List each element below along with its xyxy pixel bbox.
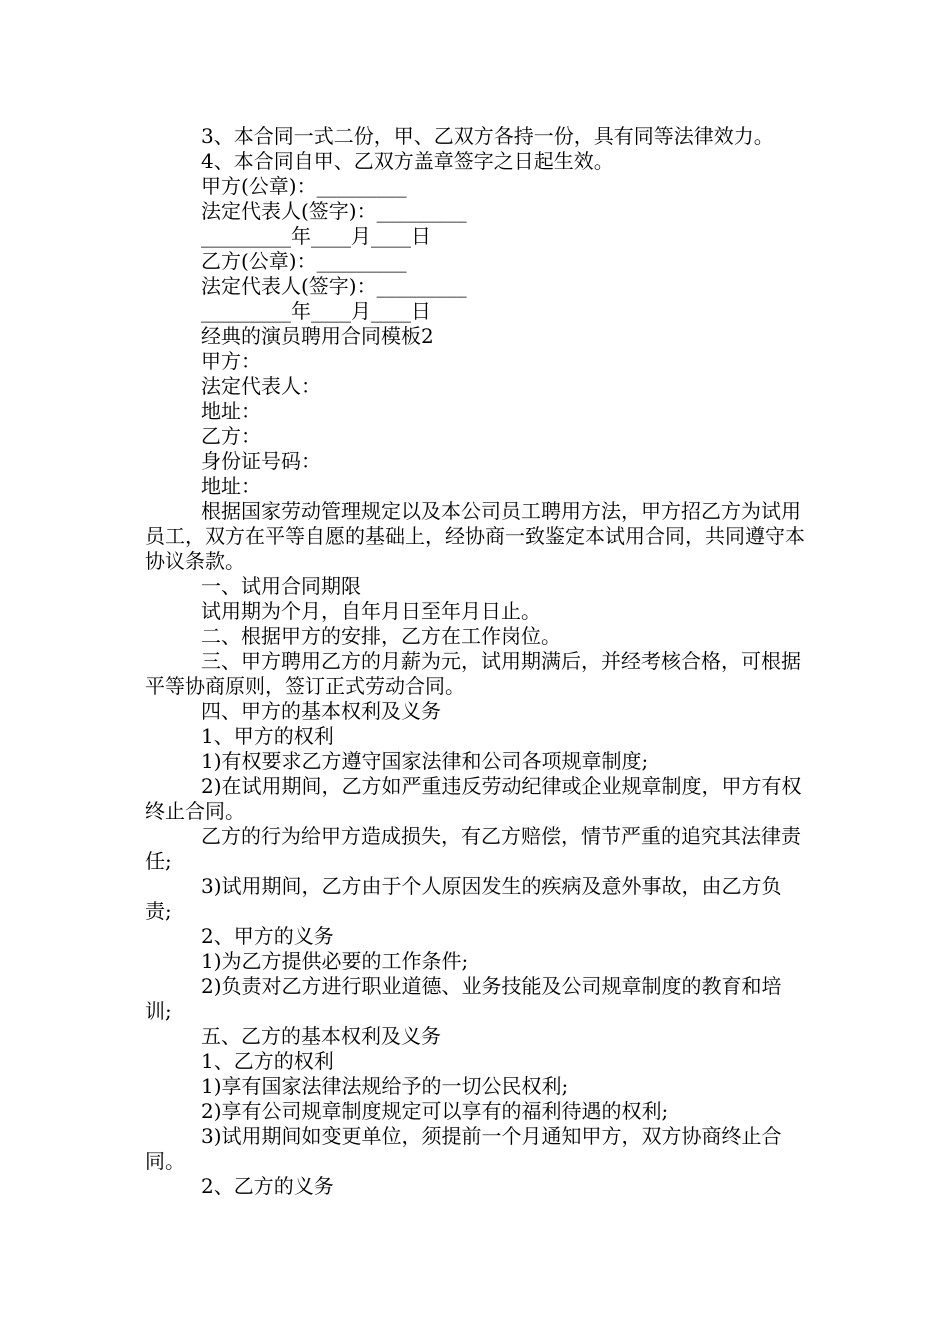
party-b-right-2: 2)享有公司规章制度规定可以享有的福利待遇的权利; [201,1099,669,1123]
document-body [145,124,807,1199]
party-b-obligations-heading: 2、乙方的义务 [201,1174,334,1198]
party-a-obligations-heading: 2、甲方的义务 [201,924,334,948]
party-a-right-2: 2)在试用期间，乙方如严重违反劳动纪律或企业规章制度，甲方有权终止合同。 [145,774,802,823]
party-b-date-line: _________年____月____日 [201,299,431,323]
party-b-right-3: 3)试用期间如变更单位，须提前一个月通知甲方，双方协商终止合同。 [145,1124,782,1173]
paragraph-clause-4: 4、本合同自甲、乙双方盖章签字之日起生效。 [201,149,614,173]
party-a-rights-heading: 1、甲方的权利 [201,724,334,748]
party-b-rights-heading: 1、乙方的权利 [201,1049,334,1073]
template-2-title: 经典的演员聘用合同模板2 [201,324,434,348]
party-a-representative-line: 法定代表人(签字)：_________ [201,199,467,223]
party-a-field: 甲方： [201,349,261,373]
party-a-right-1: 1)有权要求乙方遵守国家法律和公司各项规章制度; [201,749,649,773]
preamble-paragraph: 根据国家劳动管理规定以及本公司员工聘用方法，甲方招乙方为试用员工，双方在平等自愿的基础上，经协商一致鉴定本试用合同，共同遵守本协议条款。 [145,499,805,573]
party-a-obligation-2: 2)负责对乙方进行职业道德、业务技能及公司规章制度的教育和培训; [145,974,782,1023]
section-3-text: 三、甲方聘用乙方的月薪为元，试用期满后，并经考核合格，可根据平等协商原则，签订正式劳动合同。 [145,649,801,698]
probation-period-text: 试用期为个月，自年月日至年月日止。 [201,599,541,623]
party-b-address-field: 地址： [201,474,261,498]
section-2-text: 二、根据甲方的安排，乙方在工作岗位。 [201,624,561,648]
party-a-seal-line: 甲方(公章)：_________ [201,174,407,198]
party-a-address-field: 地址： [201,399,261,423]
id-number-field: 身份证号码： [201,449,321,473]
legal-representative-field: 法定代表人： [201,374,321,398]
party-b-representative-line: 法定代表人(签字)：_________ [201,274,467,298]
party-b-field: 乙方： [201,424,261,448]
section-1-heading: 一、试用合同期限 [201,574,361,598]
party-b-right-1: 1)享有国家法律法规给予的一切公民权利; [201,1074,569,1098]
party-a-obligation-1: 1)为乙方提供必要的工作条件; [201,949,469,973]
party-a-right-2-continued: 乙方的行为给甲方造成损失，有乙方赔偿，情节严重的追究其法律责任; [145,824,801,873]
party-a-right-3: 3)试用期间，乙方由于个人原因发生的疾病及意外事故，由乙方负责; [145,874,782,923]
paragraph-clause-3: 3、本合同一式二份，甲、乙双方各持一份，具有同等法律效力。 [201,124,774,148]
section-4-heading: 四、甲方的基本权利及义务 [201,699,441,723]
section-5-heading: 五、乙方的基本权利及义务 [201,1024,441,1048]
party-b-seal-line: 乙方(公章)：_________ [201,249,407,273]
party-a-date-line: _________年____月____日 [201,224,431,248]
